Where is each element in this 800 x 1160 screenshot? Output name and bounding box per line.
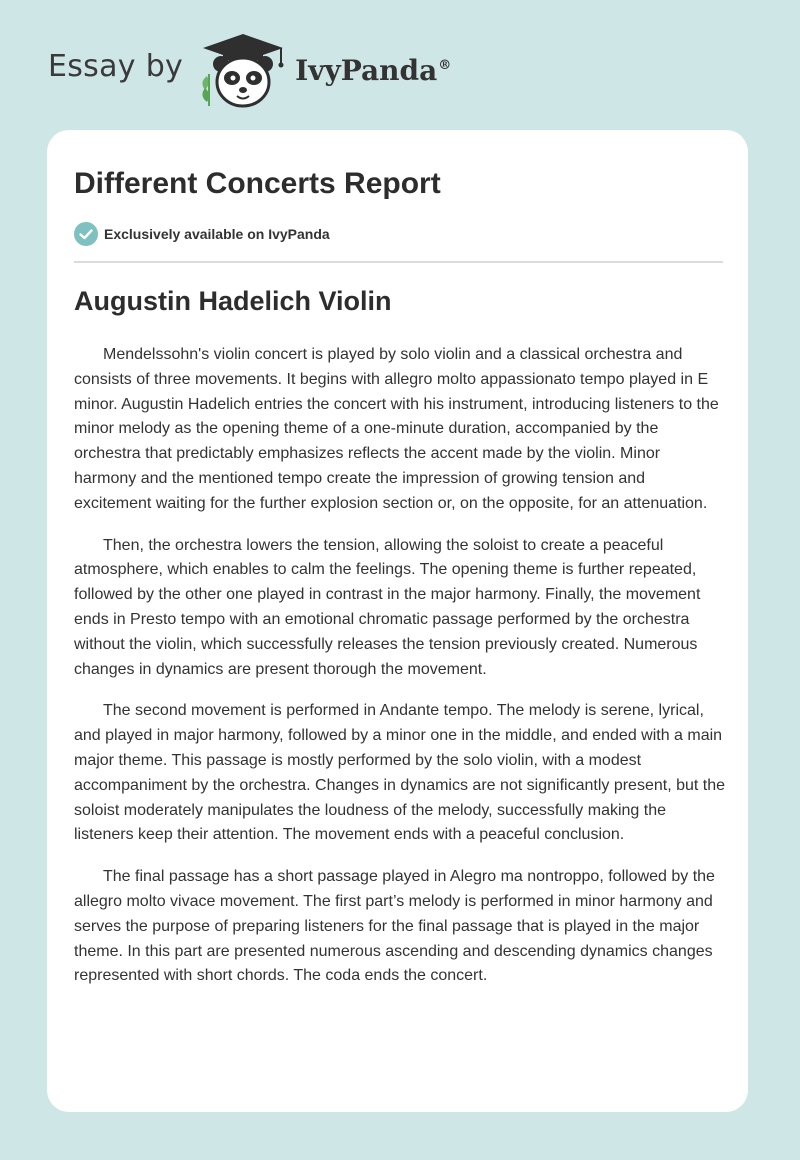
essay-card xyxy=(47,130,748,1112)
brand-name: IvyPanda® xyxy=(295,53,452,87)
paragraph: Mendelssohn's violin concert is played by solo violin and a classical orchestra and consists of three movements. It begins with allegro molto appassionato tempo played in E minor. Augustin Hadelich entries the concert with his instrument, introducing listeners to the minor melody as the opening theme of a one-minute duration, accompanied by the orchestra that predictably emphasizes reflects the accent made by the violin. Minor harmony and the mentioned tempo create the impression of growing tension and excitement waiting for the further explosion section or, on the opposite, for an attenuation. xyxy=(74,346,719,512)
paragraph: Then, the orchestra lowers the tension, allowing the soloist to create a peaceful atmosphere, which enables to calm the feelings. The opening theme is further repeated, followed by the other one played in contrast in the major harmony. Finally, the movement ends in Presto tempo with an emotional chromatic passage performed by the orchestra without the violin, which successfully releases the tension previously created. Numerous changes in dynamics are present thorough the movement. xyxy=(74,536,701,678)
paragraph: The final passage has a short passage played in Alegro ma nontroppo, followed by the allegro molto vivace movement. The first part’s melody is performed in minor harmony and serves the purpose of preparing listeners for the final passage that is played in the major theme. In this part are presented numerous ascending and descending dynamics changes represented with short chords. The coda ends the concert. xyxy=(74,868,715,985)
divider xyxy=(74,261,723,263)
exclusive-badge xyxy=(74,222,330,246)
brand-prefix: Essay by xyxy=(48,48,184,84)
section-heading: Augustin Hadelich Violin xyxy=(74,286,392,316)
essay-body xyxy=(74,343,726,1006)
paragraph: The second movement is performed in Andante tempo. The melody is serene, lyrical, and played in major harmony, followed by a minor one in the middle, and ended with a main major theme. This passage is mostly performed by the solo violin, with a modest accompaniment by the orchestra. Changes in dynamics are not significantly present, but the soloist moderately manipulates the loudness of the melody, successfully making the listeners keep their attention. The movement ends with a peaceful conclusion. xyxy=(74,702,726,844)
panda-logo-icon xyxy=(197,30,289,110)
check-circle-icon xyxy=(74,222,98,246)
page-title: Different Concerts Report xyxy=(74,167,441,200)
site-brand[interactable] xyxy=(48,30,451,110)
exclusive-badge-label: Exclusively available on IvyPanda xyxy=(104,226,330,242)
